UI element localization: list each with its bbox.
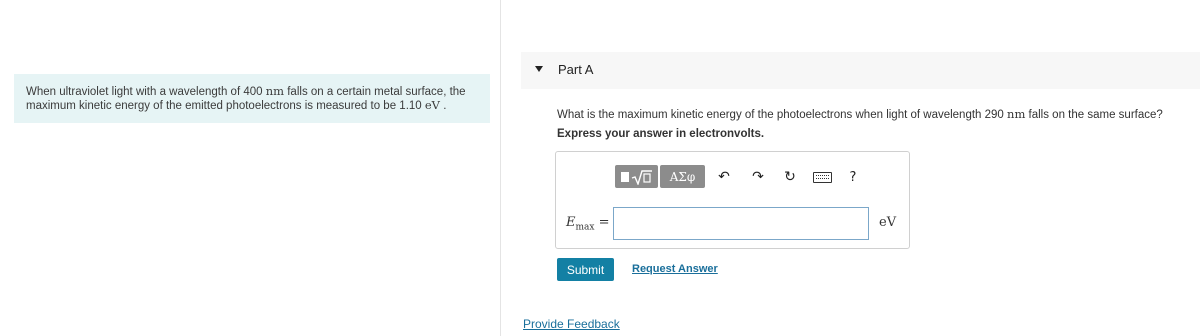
- part-a-header[interactable]: [521, 52, 1200, 89]
- question-unit-nm: nm: [1007, 107, 1026, 121]
- symbols-button[interactable]: ΑΣφ: [660, 165, 705, 188]
- pane-divider: [500, 0, 501, 336]
- answer-instruction: Express your answer in electronvolts.: [557, 128, 765, 140]
- provide-feedback-link[interactable]: Provide Feedback: [523, 317, 620, 331]
- problem-text-c: maximum kinetic energy of the emitted photoelectrons is measured to be 1.10: [26, 100, 425, 112]
- keyboard-shape: [813, 172, 832, 183]
- answer-unit: eV: [879, 215, 897, 230]
- question-text-a: What is the maximum kinetic energy of the photoelectrons when light of wavelength 290: [557, 109, 1008, 121]
- keyboard-icon[interactable]: [812, 166, 832, 188]
- variable-subscript: max: [575, 222, 595, 233]
- templates-button[interactable]: [615, 165, 658, 188]
- problem-pane: [0, 0, 500, 336]
- help-icon[interactable]: ?: [849, 169, 857, 185]
- template-box-icon: [621, 172, 629, 182]
- problem-statement: [14, 74, 490, 123]
- question-text-b: falls on the same surface?: [1025, 109, 1163, 121]
- problem-text-a: When ultraviolet light with a wavelength of 400: [26, 86, 266, 98]
- part-title: Part A: [558, 62, 594, 77]
- variable-symbol: E: [566, 215, 576, 230]
- answer-variable-label: [566, 215, 610, 233]
- problem-text-b: falls on a certain metal surface, the: [284, 86, 466, 98]
- problem-unit-ev: eV: [424, 98, 440, 112]
- equals-sign: =: [594, 215, 610, 230]
- request-answer-link[interactable]: Request Answer: [632, 263, 718, 275]
- redo-icon[interactable]: ↷: [752, 169, 764, 185]
- submit-button[interactable]: Submit: [557, 258, 614, 281]
- collapse-caret-icon[interactable]: [535, 66, 543, 72]
- sqrt-template-icon: [631, 169, 653, 185]
- answer-input[interactable]: [613, 207, 869, 240]
- answer-panel: [555, 151, 910, 249]
- problem-text-d: .: [440, 100, 447, 112]
- question-text: [557, 107, 1163, 121]
- reset-icon[interactable]: ↻: [784, 169, 796, 185]
- undo-icon[interactable]: ↶: [718, 169, 730, 185]
- problem-unit-nm: nm: [265, 84, 285, 98]
